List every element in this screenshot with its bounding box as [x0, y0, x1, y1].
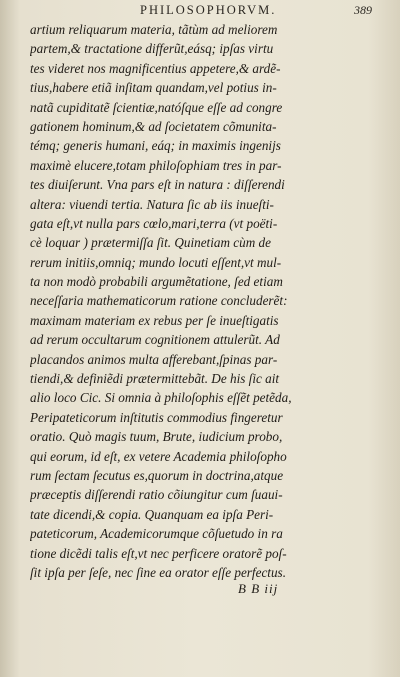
text-line: natã cupiditatẽ ſcientiæ,natóſque eſſe ad congre [30, 99, 283, 115]
page-header [0, 3, 400, 21]
text-line: ſit ipſa per ſeſe, nec ſine ea orator eſſe perfectus. [30, 564, 286, 580]
text-line: témq; generis humani, eáq; in maximis ingenijs [30, 138, 281, 154]
text-line: præceptis diſſerendi ratio cõiungitur cum ſuaui- [30, 487, 283, 503]
text-line: ta non modò probabili argumẽtatione, ſed etiam [30, 274, 283, 290]
text-line: gationem hominum,& ad ſocietatem cõmunita- [30, 118, 277, 134]
running-head: PHILOSOPHORVM. [140, 3, 277, 17]
text-line: tate dicendi,& copia. Quanquam ea ipſa Peri- [30, 506, 274, 522]
text-line: cè loquar ) prætermiſſa ſit. Quinetiam cùm de [30, 235, 272, 251]
body-text [30, 20, 382, 582]
text-line: rum ſectam ſecutus es,quorum in doctrina,atque [30, 467, 284, 483]
text-line: tes videret nos magnificentius appetere,& ardẽ- [30, 60, 281, 76]
signature-mark: B B iij [238, 581, 279, 596]
text-line: qui eorum, id eſt, ex vetere Academia philoſopho [30, 448, 287, 464]
text-line: Peripateticorum inſtitutis commodius fingeretur [30, 409, 283, 425]
text-line: placandos animos multa afferebant,ſpinas par- [30, 351, 278, 367]
text-line: maximam materiam ex rebus per ſe inueſtigatis [30, 312, 279, 328]
text-line: ad rerum occultarum cognitionem attulerũt. Ad [30, 332, 280, 348]
text-line: tiendi,& definiẽdi prætermittebãt. De his ſic ait [30, 371, 280, 387]
text-line: pateticorum, Academicorumque cõſuetudo in ra [30, 526, 283, 542]
text-line: tione dicẽdi talis eſt,vt nec perficere oratorẽ poſ- [30, 545, 287, 561]
text-line: gata eſt,vt nulla pars cœlo,mari,terra (vt poëti- [30, 215, 278, 231]
text-line: tius,habere etiã inſitam quandam,vel potius in- [30, 80, 277, 96]
text-line: rerum initiis,omniq; mundo locuti eſſent,vt mul- [30, 254, 282, 270]
text-line: oratio. Quò magis tuum, Brute, iudicium probo, [30, 429, 283, 445]
text-line: maximè elucere,totam philoſophiam tres in par- [30, 157, 282, 173]
page-number: 389 [354, 3, 372, 17]
text-line: altera: viuendi tertia. Natura ſic ab iis inueſti- [30, 196, 274, 212]
text-line: tes diuiſerunt. Vna pars eſt in natura : diſſerendi [30, 177, 285, 193]
text-line: neceſſaria mathematicorum ratione concluderẽt: [30, 293, 288, 309]
text-line: alio loco Cic. Si omnia à philoſophis eſſẽt petẽda, [30, 390, 292, 406]
text-line: partem,& tractatione differũt,eásq; ipſas virtu [30, 41, 274, 57]
text-line: artium reliquarum materia, tãtùm ad meliorem [30, 22, 278, 37]
